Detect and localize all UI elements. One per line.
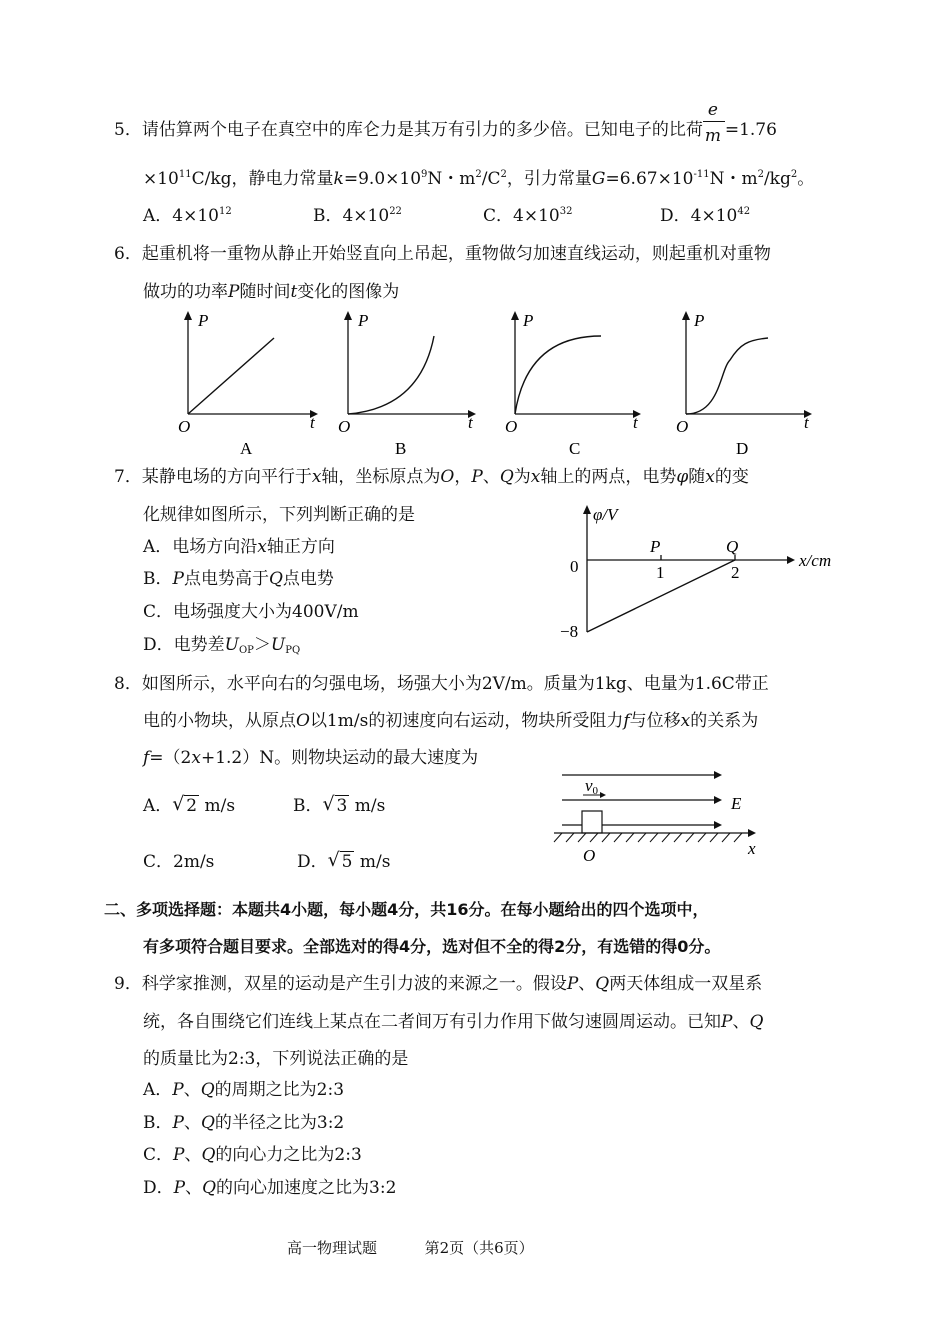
q6-line2: 做功的功率P随时间t变化的图像为 bbox=[143, 282, 400, 302]
q7-xlabel: x/cm bbox=[799, 551, 832, 570]
section2-line2: 有多项符合题目要求。全部选对的得4分，选对但不全的得2分，有选错的得0分。 bbox=[143, 937, 721, 956]
q6-line1: 6．起重机将一重物从静止开始竖直向上吊起，重物做匀加速直线运动，则起重机对重物 bbox=[114, 244, 771, 264]
q8-line2: 电的小物块，从原点O以1m/s的初速度向右运动，物块所受阻力f与位移x的关系为 bbox=[143, 711, 759, 731]
q8-block bbox=[582, 811, 602, 833]
q9-option-a[interactable]: A．P、Q的周期之比为2:3 bbox=[143, 1080, 345, 1100]
q7-option-c[interactable]: C．电场强度大小为400V/m bbox=[143, 602, 359, 622]
q7-tick-label-1: 1 bbox=[656, 563, 665, 582]
graph-c-label: C bbox=[569, 439, 581, 458]
graph-d-origin: O bbox=[676, 417, 689, 436]
q8-ground-hatch bbox=[554, 833, 742, 842]
q9-option-d[interactable]: D．P、Q的向心加速度之比为3:2 bbox=[143, 1178, 397, 1198]
q5-line2: $\times 10^{11}C/kg$，静电力常量$k=9.0\times 10^9N$・$m^2/C^2$，引力常量$G=6.67\times 10^{-11}N$・$m^2/kg^2$。 bbox=[143, 169, 815, 189]
q5-option-a[interactable]: A．$4\times 10^{12}$ bbox=[143, 206, 232, 226]
graph-c-origin: O bbox=[505, 417, 518, 436]
graph-c[interactable] bbox=[497, 308, 647, 458]
q7-zero: 0 bbox=[570, 557, 579, 576]
graph-b-curve bbox=[348, 336, 434, 414]
q8-option-c[interactable]: C．2m/s bbox=[143, 852, 215, 872]
q7-line2: 化规律如图所示，下列判断正确的是 bbox=[143, 505, 415, 525]
q7-potential-graph bbox=[555, 500, 845, 650]
q8-v0-label: v0 bbox=[585, 776, 599, 797]
graph-c-ylabel: P bbox=[523, 311, 534, 330]
q7-point-p: P bbox=[650, 537, 661, 556]
graph-c-xlabel: t bbox=[633, 413, 638, 432]
graph-a-origin: O bbox=[178, 417, 191, 436]
graph-d-curve bbox=[686, 338, 768, 414]
graph-b-origin: O bbox=[338, 417, 351, 436]
q5-option-b[interactable]: B．$4\times 10^{22}$ bbox=[313, 206, 402, 226]
q8-field-figure bbox=[550, 770, 770, 870]
section2-line1: 二、多项选择题：本题共4小题，每小题4分，共16分。在每小题给出的四个选项中， bbox=[104, 900, 709, 919]
q8-line3: f=（2x+1.2）N。则物块运动的最大速度为 bbox=[143, 748, 479, 768]
graph-a-label: A bbox=[240, 439, 253, 458]
q7-line1: 7．某静电场的方向平行于x轴，坐标原点为O，P、Q为x轴上的两点，电势φ随x的变 bbox=[114, 467, 749, 487]
q7-ylabel: φ/V bbox=[593, 505, 618, 524]
graph-d-xlabel: t bbox=[804, 413, 809, 432]
graph-a-xlabel: t bbox=[310, 413, 315, 432]
q9-option-b[interactable]: B．P、Q的半径之比为3:2 bbox=[143, 1113, 345, 1133]
q9-line1: 9．科学家推测，双星的运动是产生引力波的来源之一。假设P、Q两天体组成一双星系 bbox=[114, 974, 763, 994]
q5-line1: 5．请估算两个电子在真空中的库仑力是其万有引力的多少倍。已知电子的比荷 $\frac{e}{m}$ =1.76 bbox=[114, 99, 777, 146]
q8-origin-label: O bbox=[583, 846, 596, 865]
q8-line1: 8．如图所示，水平向右的匀强电场，场强大小为2V/m。质量为1kg、电量为1.6C带正 bbox=[114, 674, 769, 694]
page-footer bbox=[287, 1237, 534, 1258]
q7-tick-label-2: 2 bbox=[731, 563, 740, 582]
footer-title: 高一物理试题 bbox=[287, 1239, 378, 1257]
q8-e-label: E bbox=[731, 794, 742, 813]
q7-option-d[interactable]: D．电势差$U_{OP}>U_{PQ}$ bbox=[143, 635, 301, 656]
graph-d-ylabel: P bbox=[694, 311, 705, 330]
q7-point-q: Q bbox=[726, 537, 739, 556]
q8-option-b[interactable]: B．√ 3 m/s bbox=[293, 795, 385, 817]
q9-line2: 统，各自围绕它们连线上某点在二者间万有引力作用下做匀速圆周运动。已知P、Q bbox=[143, 1012, 764, 1032]
q9-line3: 的质量比为2:3，下列说法正确的是 bbox=[143, 1049, 409, 1069]
graph-a-curve bbox=[188, 338, 274, 414]
q9-option-c[interactable]: C．P、Q的向心力之比为2:3 bbox=[143, 1145, 362, 1165]
q8-x-label: x bbox=[748, 839, 756, 858]
graph-c-curve bbox=[515, 336, 601, 414]
graph-a-ylabel: P bbox=[198, 311, 209, 330]
q5-option-d[interactable]: D．$4\times 10^{42}$ bbox=[660, 206, 751, 226]
q5-option-c[interactable]: C．$4\times 10^{32}$ bbox=[483, 206, 573, 226]
q7-option-a[interactable]: A．电场方向沿x轴正方向 bbox=[143, 537, 335, 557]
graph-b[interactable] bbox=[330, 308, 480, 458]
graph-d[interactable] bbox=[668, 308, 818, 458]
charge-mass-fraction: $\frac{e}{m}$ bbox=[703, 121, 725, 141]
graph-b-ylabel: P bbox=[358, 311, 369, 330]
q8-option-d[interactable]: D．√ 5 m/s bbox=[297, 851, 390, 873]
graph-a[interactable] bbox=[170, 308, 320, 458]
graph-d-label: D bbox=[736, 439, 749, 458]
q7-option-b[interactable]: B．P点电势高于Q点电势 bbox=[143, 569, 334, 589]
q8-option-a[interactable]: A．√ 2 m/s bbox=[143, 795, 235, 817]
footer-page: 第2页（共6页） bbox=[424, 1239, 534, 1257]
q7-neg8: −8 bbox=[560, 622, 579, 641]
graph-b-label: B bbox=[395, 439, 407, 458]
graph-b-xlabel: t bbox=[468, 413, 473, 432]
